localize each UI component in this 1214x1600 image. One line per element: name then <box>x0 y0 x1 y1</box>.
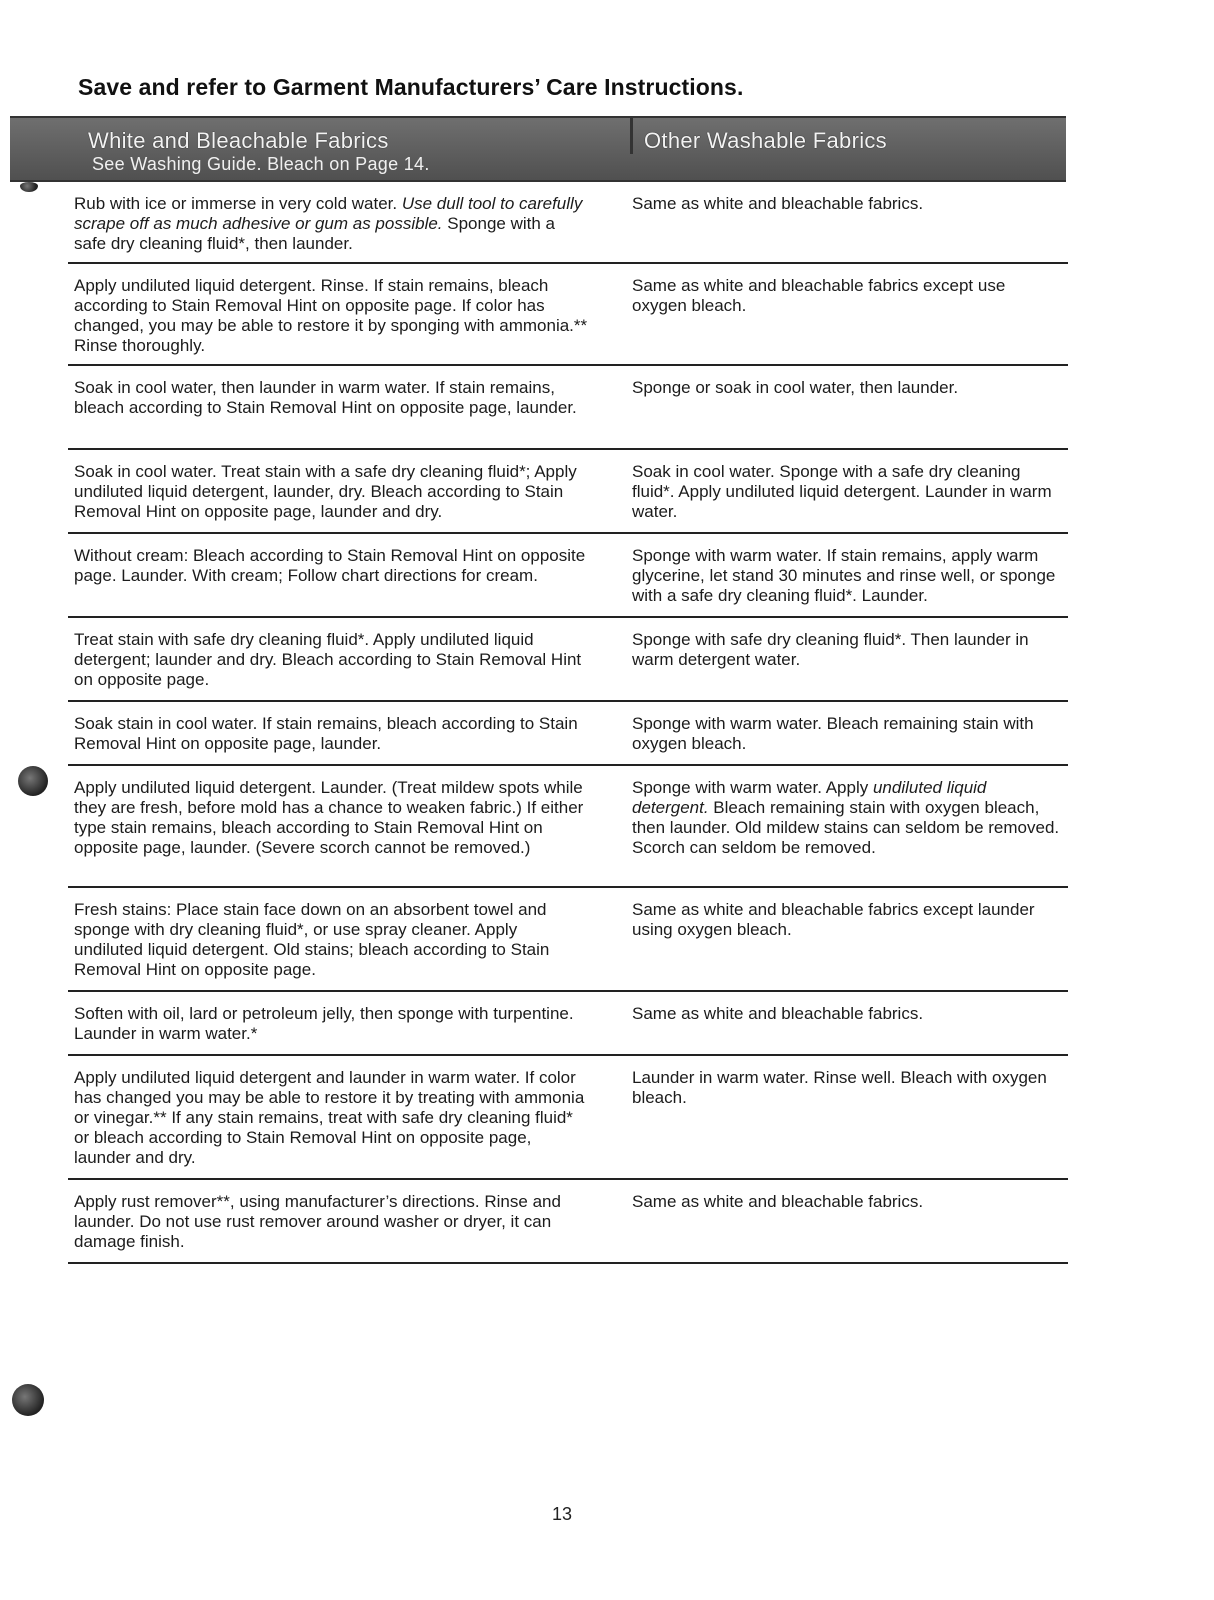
binder-hole-mark <box>18 766 48 796</box>
instruction-text: Sponge with warm water. Apply <box>632 778 873 797</box>
page-number: 13 <box>552 1504 573 1524</box>
other-fabrics-instructions <box>626 766 1062 886</box>
other-fabrics-instructions: Same as white and bleachable fabrics. <box>632 194 924 213</box>
other-fabrics-instructions: Same as white and bleachable fabrics except launder using oxygen bleach. <box>632 900 1035 939</box>
table-row <box>68 1056 1068 1180</box>
white-fabrics-instructions: Treat stain with safe dry cleaning fluid*. Apply undiluted liquid detergent; launder and dry. Bleach according to Stain Removal Hint on opposite page. <box>74 630 582 689</box>
white-fabrics-instructions: Apply undiluted liquid detergent. Rinse. If stain remains, bleach according to Stain Removal Hint on opposite page. If color has changed, you may be able to restore it by sponging with ammonia.** Rinse thoroughly. <box>74 276 588 355</box>
white-fabrics-instructions: Soak in cool water. Treat stain with a safe dry cleaning fluid*; Apply undiluted liquid detergent, launder, dry. Bleach according to Stain Removal Hint on opposite page, launder and dry. <box>74 462 577 521</box>
other-fabrics-instructions: Sponge with warm water. If stain remains, apply warm glycerine, let stand 30 minutes and rinse well, or sponge with a safe dry cleaning fluid*. Launder. <box>632 546 1056 605</box>
table-row <box>68 888 1068 992</box>
other-fabrics-instructions: Same as white and bleachable fabrics. <box>632 1004 924 1023</box>
table-row <box>68 1180 1068 1264</box>
table-row <box>68 182 1068 264</box>
column-header-white-fabrics: White and Bleachable Fabrics <box>88 128 389 153</box>
other-fabrics-instructions: Sponge or soak in cool water, then launder. <box>632 378 959 397</box>
table-row <box>68 264 1068 366</box>
instruction-text-italic: undiluted liquid detergent. <box>632 778 987 817</box>
other-fabrics-instructions: Same as white and bleachable fabrics. <box>632 1192 924 1211</box>
instruction-text: Bleach remaining stain with oxygen bleach, then launder. Old mildew stains can seldom be removed. Scorch can seldom be removed. <box>632 798 1060 857</box>
stain-table <box>68 182 1068 1264</box>
table-row <box>68 366 1068 450</box>
white-fabrics-instructions: Soak in cool water, then launder in warm water. If stain remains, bleach according to Stain Removal Hint on opposite page, launder. <box>74 378 577 417</box>
column-subheader: See Washing Guide. Bleach on Page 14. <box>92 154 430 174</box>
table-header <box>10 116 1066 182</box>
header-divider <box>630 118 633 154</box>
instruction-text: Rub with ice or immerse in very cold water. <box>74 194 402 213</box>
white-fabrics-instructions: Soften with oil, lard or petroleum jelly, then sponge with turpentine. Launder in warm water.* <box>74 1004 574 1043</box>
table-row <box>68 992 1068 1056</box>
other-fabrics-instructions: Sponge with safe dry cleaning fluid*. Then launder in warm detergent water. <box>632 630 1029 669</box>
white-fabrics-instructions <box>68 182 626 262</box>
other-fabrics-instructions: Soak in cool water. Sponge with a safe dry cleaning fluid*. Apply undiluted liquid detergent. Launder in warm water. <box>632 462 1052 521</box>
white-fabrics-instructions: Without cream: Bleach according to Stain Removal Hint on opposite page. Launder. With cream; Follow chart directions for cream. <box>74 546 586 585</box>
binder-hole-mark <box>12 1384 44 1416</box>
instruction-text-italic: Use dull tool to carefully scrape off as much adhesive or gum as possible. <box>74 194 583 233</box>
other-fabrics-instructions: Same as white and bleachable fabrics except use oxygen bleach. <box>632 276 1006 315</box>
table-row <box>68 534 1068 618</box>
page-title: Save and refer to Garment Manufacturers’ Care Instructions. <box>78 74 744 100</box>
white-fabrics-instructions: Apply undiluted liquid detergent. Launder. (Treat mildew spots while they are fresh, before mold has a chance to weaken fabric.) If either type stain remains, bleach according to Stain Removal Hint on opposite page, launder. (Severe scorch cannot be removed.) <box>74 778 584 857</box>
white-fabrics-instructions: Soak stain in cool water. If stain remains, bleach according to Stain Removal Hint on opposite page, launder. <box>74 714 578 753</box>
binder-hole-mark <box>20 182 38 192</box>
table-row <box>68 766 1068 888</box>
white-fabrics-instructions: Apply undiluted liquid detergent and launder in warm water. If color has changed you may be able to restore it by treating with ammonia or vinegar.** If any stain remains, treat with safe dry cleaning fluid* or bleach according to Stain Removal Hint on opposite page, launder and dry. <box>74 1068 585 1167</box>
other-fabrics-instructions: Sponge with warm water. Bleach remaining stain with oxygen bleach. <box>632 714 1034 753</box>
white-fabrics-instructions: Apply rust remover**, using manufacturer’s directions. Rinse and launder. Do not use rust remover around washer or dryer, it can damage finish. <box>74 1192 561 1251</box>
instruction-text: Sponge with a safe dry cleaning fluid*, then launder. <box>74 214 555 253</box>
table-row <box>68 618 1068 702</box>
other-fabrics-instructions: Launder in warm water. Rinse well. Bleach with oxygen bleach. <box>632 1068 1047 1107</box>
table-row <box>68 450 1068 534</box>
table-row <box>68 702 1068 766</box>
white-fabrics-instructions: Fresh stains: Place stain face down on an absorbent towel and sponge with dry cleaning fluid*, or use spray cleaner. Apply undiluted liquid detergent. Old stains; bleach according to Stain Removal Hint on opposite page. <box>74 900 550 979</box>
column-header-other-fabrics: Other Washable Fabrics <box>644 128 887 153</box>
